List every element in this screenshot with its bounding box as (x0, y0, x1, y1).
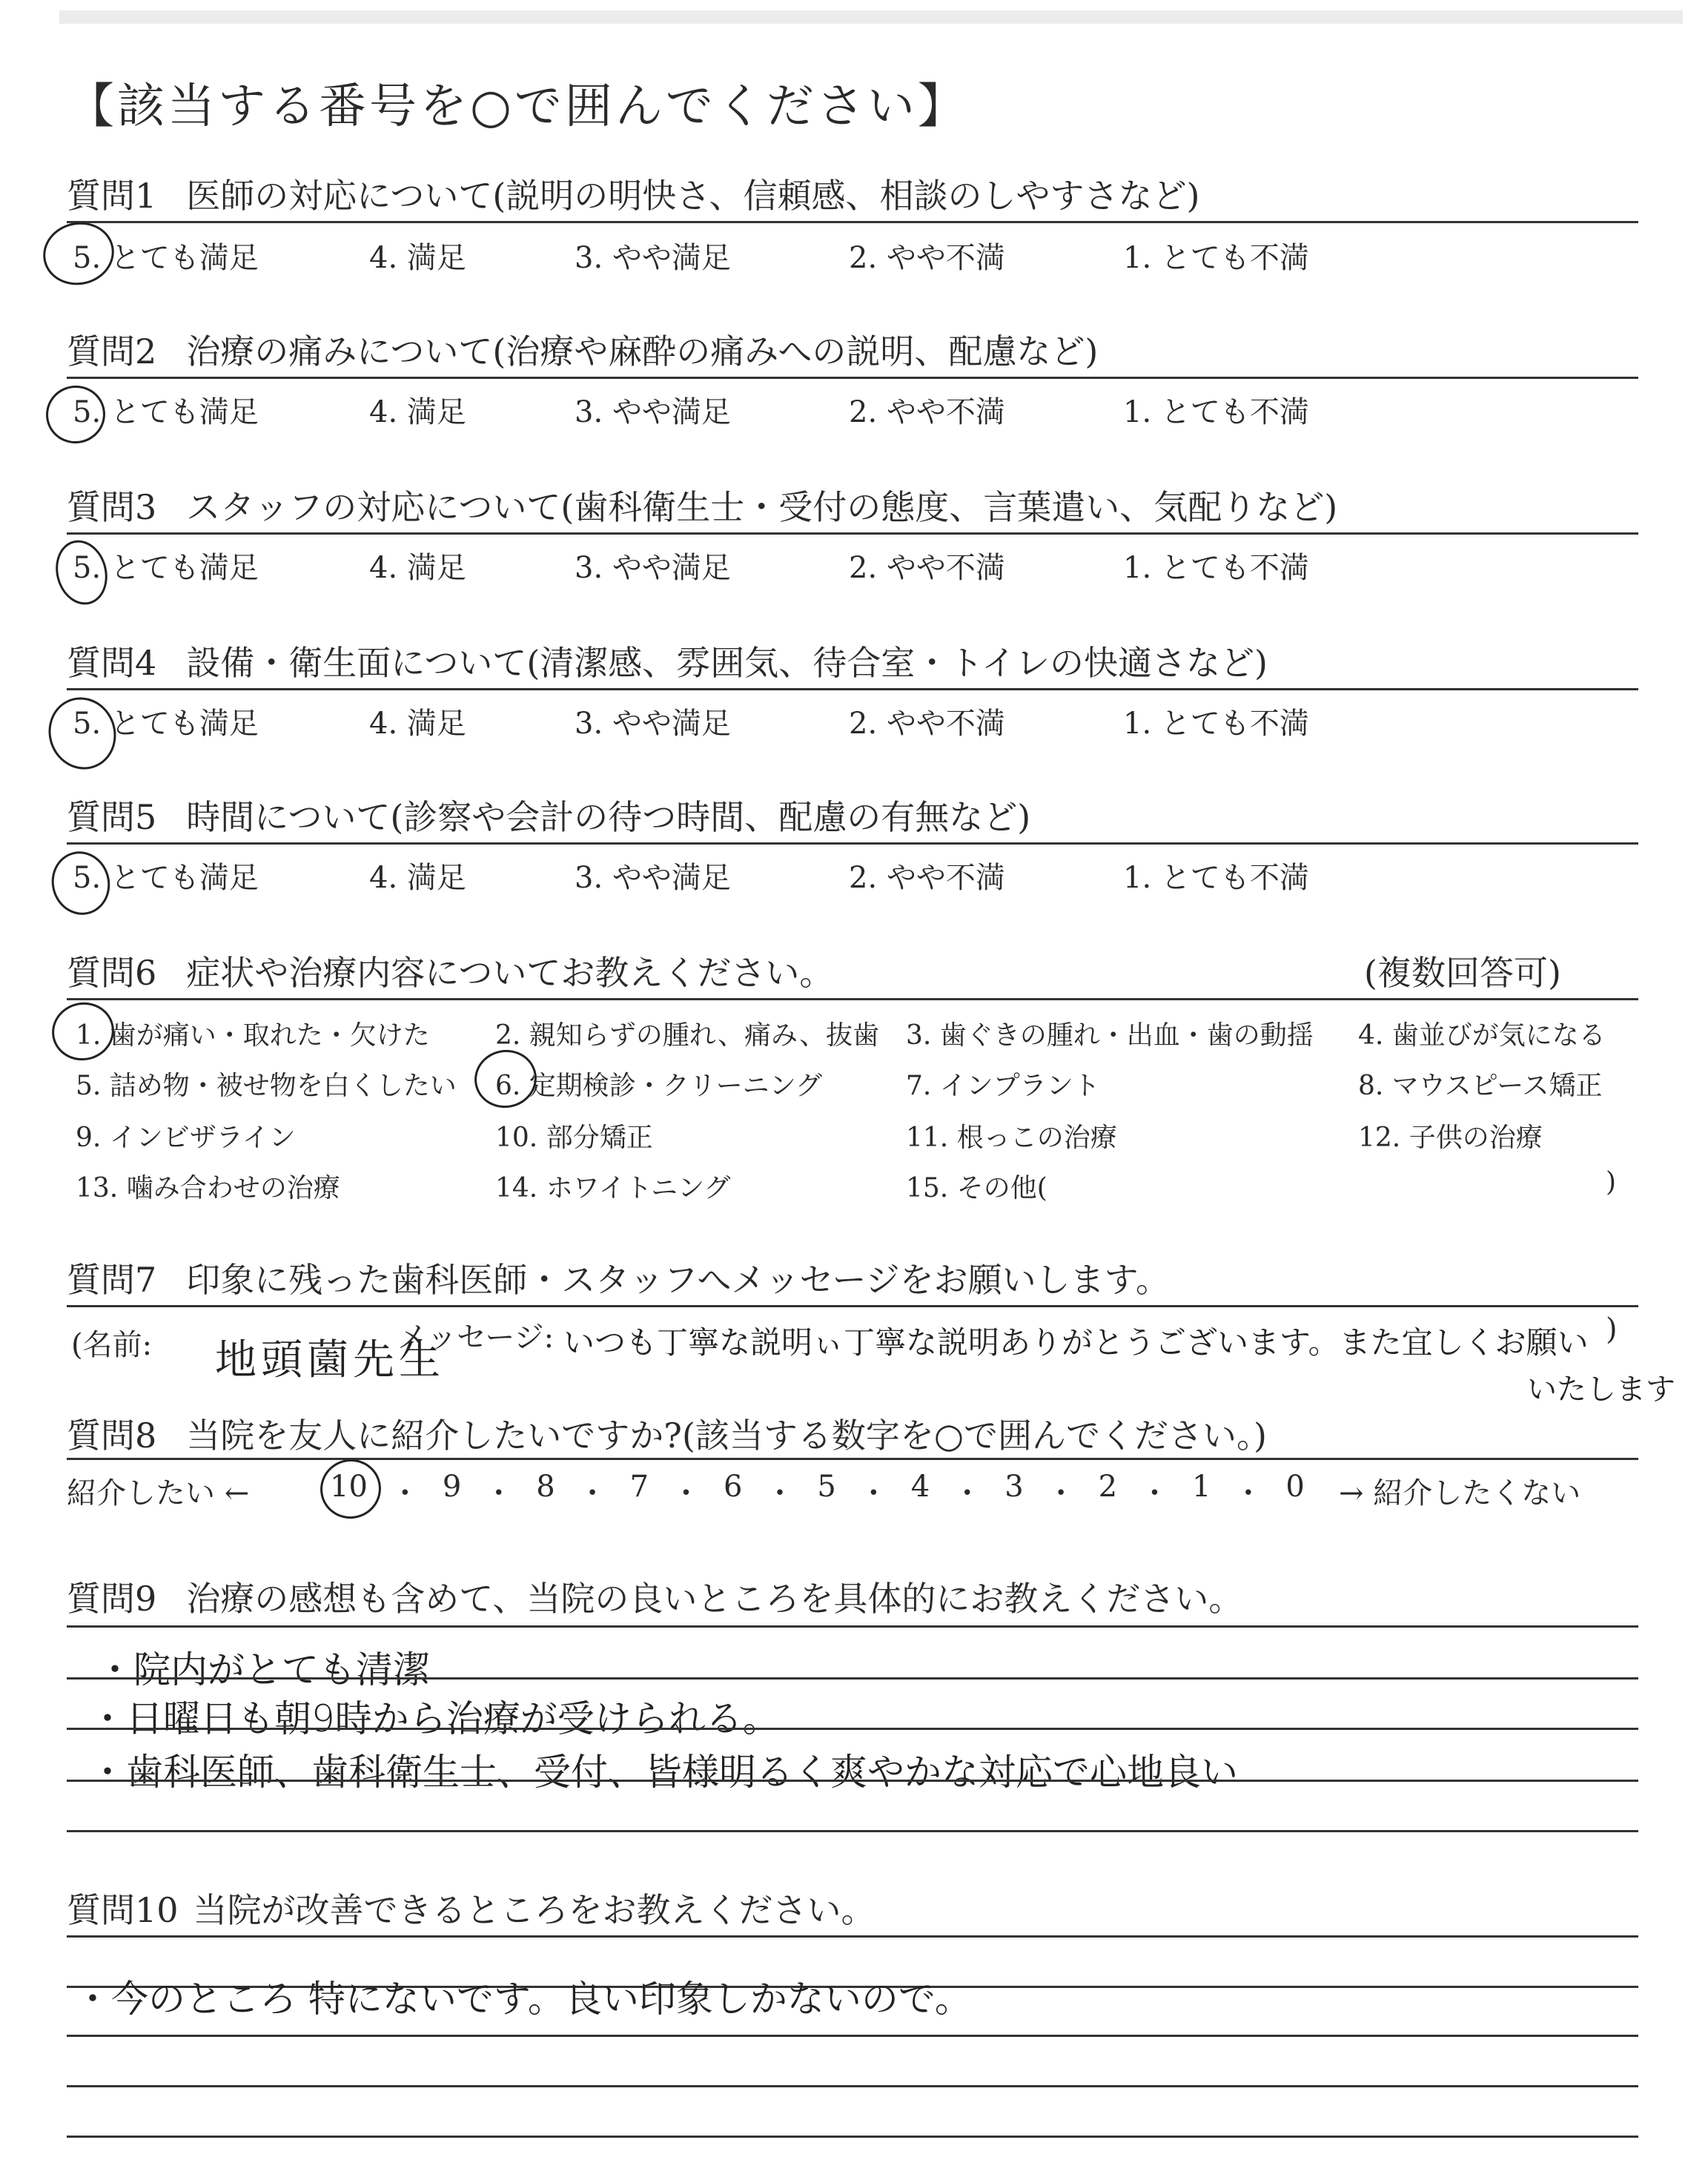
option-1[interactable]: 1. とても不満 (1123, 861, 1309, 895)
scale-separator: ・ (952, 1476, 982, 1510)
q6-item-13[interactable]: 13. 噛み合わせの治療 (76, 1173, 340, 1203)
scale-3[interactable]: 3 (1004, 1470, 1024, 1504)
option-2[interactable]: 2. やや不満 (849, 241, 1005, 275)
scale-separator: ・ (671, 1476, 701, 1510)
scale-separator: ・ (483, 1476, 514, 1510)
answer-rule (67, 2136, 1638, 2138)
question-title: 質問2 治療の痛みについて(治療や麻酔の痛みへの説明、配慮など) (67, 331, 1099, 371)
answer-line-2[interactable]: ・日曜日も朝9時から治療が受けられる。 (89, 1697, 780, 1740)
option-4[interactable]: 4. 満足 (369, 861, 466, 895)
divider (67, 1625, 1638, 1628)
scale-separator: ・ (1233, 1476, 1263, 1510)
divider (67, 1305, 1638, 1307)
answer-line-3[interactable]: ・歯科医師、歯科衛生士、受付、皆様明るく爽やかな対応で心地良い (89, 1751, 1238, 1794)
message-label: メッセージ: (397, 1321, 555, 1355)
question-title: 質問3 スタッフの対応について(歯科衛生士・受付の態度、言葉遣い、気配りなど) (67, 487, 1338, 527)
answer-rule (67, 1728, 1638, 1730)
scale-separator: ・ (858, 1476, 889, 1510)
option-3[interactable]: 3. やや満足 (575, 707, 731, 741)
scale-separator: ・ (1046, 1476, 1076, 1510)
scale-left-label: 紹介したい ← (67, 1476, 250, 1510)
message-value[interactable]: いつも丁寧な説明ぃ丁寧な説明ありがとうございます。また宜しくお願い (563, 1324, 1589, 1361)
question-title: 質問7 印象に残った歯科医師・スタッフへメッセージをお願いします。 (67, 1260, 1170, 1300)
divider (67, 688, 1638, 690)
q6-other-close: ) (1606, 1167, 1617, 1198)
hand-circle-mark (47, 997, 119, 1066)
scale-separator: ・ (390, 1476, 420, 1510)
q6-item-11[interactable]: 11. 根っこの治療 (906, 1123, 1117, 1153)
q6-item-10[interactable]: 10. 部分矯正 (495, 1123, 653, 1153)
name-value[interactable]: 地頭薗先生 (215, 1336, 445, 1384)
divider (67, 532, 1638, 535)
divider (67, 221, 1638, 223)
divider (67, 1935, 1638, 1938)
option-2[interactable]: 2. やや不満 (849, 395, 1005, 429)
answer-rule (67, 2035, 1638, 2037)
scale-7[interactable]: 7 (629, 1470, 649, 1504)
scale-5[interactable]: 5 (817, 1470, 836, 1504)
question-title: 質問5 時間について(診察や会計の待つ時間、配慮の有無など) (67, 797, 1031, 837)
answer-line-1[interactable]: ・院内がとても清潔 (96, 1648, 430, 1691)
option-3[interactable]: 3. やや満足 (575, 861, 731, 895)
question-title: 質問10 当院が改善できるところをお教えください。 (67, 1890, 875, 1930)
scale-6[interactable]: 6 (724, 1470, 743, 1504)
scale-4[interactable]: 4 (910, 1470, 930, 1504)
q6-item-9[interactable]: 9. インビザライン (76, 1123, 296, 1153)
q6-item-7[interactable]: 7. インプラント (906, 1071, 1100, 1101)
q6-item-1[interactable]: 1. 歯が痛い・取れた・欠けた (76, 1020, 430, 1051)
option-4[interactable]: 4. 満足 (369, 395, 466, 429)
option-1[interactable]: 1. とても不満 (1123, 241, 1309, 275)
option-4[interactable]: 4. 満足 (369, 241, 466, 275)
option-5[interactable]: 5. とても満足 (73, 551, 259, 585)
divider (67, 842, 1638, 845)
multiple-answers-note: (複数回答可) (1364, 953, 1561, 993)
question-title: 質問1 医師の対応について(説明の明快さ、信頼感、相談のしやすさなど) (67, 176, 1200, 216)
hand-circle-mark (37, 216, 119, 291)
q6-item-15[interactable]: 15. その他( (906, 1173, 1047, 1203)
answer-rule (67, 1830, 1638, 1832)
q6-item-4[interactable]: 4. 歯並びが気になる (1358, 1020, 1606, 1051)
message-close: ) (1606, 1312, 1618, 1347)
option-2[interactable]: 2. やや不満 (849, 861, 1005, 895)
option-5[interactable]: 5. とても満足 (73, 395, 259, 429)
scale-separator: ・ (1139, 1476, 1170, 1510)
option-3[interactable]: 3. やや満足 (575, 241, 731, 275)
option-5[interactable]: 5. とても満足 (73, 707, 259, 741)
answer-rule (67, 1780, 1638, 1782)
q6-item-3[interactable]: 3. 歯ぐきの腫れ・出血・歯の動揺 (906, 1020, 1314, 1051)
question-title: 質問4 設備・衛生面について(清潔感、雰囲気、待合室・トイレの快適さなど) (67, 643, 1268, 683)
scale-2[interactable]: 2 (1098, 1470, 1118, 1504)
scan-edge (59, 10, 1683, 24)
divider (67, 1458, 1638, 1460)
option-3[interactable]: 3. やや満足 (575, 551, 731, 585)
message-continuation[interactable]: いたします (1527, 1373, 1675, 1407)
scale-0[interactable]: 0 (1285, 1470, 1305, 1504)
answer-line-1[interactable]: ・今のところ 特にないです。良い印象しかないので。 (74, 1978, 972, 2021)
scale-separator: ・ (764, 1476, 795, 1510)
answer-rule (67, 1677, 1638, 1680)
option-1[interactable]: 1. とても不満 (1123, 707, 1309, 741)
q6-item-14[interactable]: 14. ホワイトニング (495, 1173, 731, 1203)
scale-9[interactable]: 9 (442, 1470, 462, 1504)
question-title: 質問9 治療の感想も含めて、当院の良いところを具体的にお教えください。 (67, 1579, 1243, 1619)
q6-item-6[interactable]: 6. 定期検診・クリーニング (495, 1071, 823, 1101)
question-title: 質問8 当院を友人に紹介したいですか?(該当する数字を○で囲んでください。) (67, 1416, 1267, 1456)
hand-circle-mark (314, 1453, 388, 1525)
name-label: (名前: (71, 1328, 153, 1362)
option-5[interactable]: 5. とても満足 (73, 861, 259, 895)
option-5[interactable]: 5. とても満足 (73, 241, 259, 275)
option-4[interactable]: 4. 満足 (369, 707, 466, 741)
q6-item-2[interactable]: 2. 親知らずの腫れ、痛み、抜歯 (495, 1020, 880, 1051)
scale-10[interactable]: 10 (330, 1470, 368, 1504)
q6-item-5[interactable]: 5. 詰め物・被せ物を白くしたい (76, 1071, 457, 1101)
q6-item-12[interactable]: 12. 子供の治療 (1358, 1123, 1543, 1153)
option-1[interactable]: 1. とても不満 (1123, 551, 1309, 585)
page-title: 【該当する番号を○で囲んでください】 (67, 79, 968, 134)
option-4[interactable]: 4. 満足 (369, 551, 466, 585)
option-2[interactable]: 2. やや不満 (849, 707, 1005, 741)
scale-8[interactable]: 8 (536, 1470, 555, 1504)
answer-rule (67, 2085, 1638, 2087)
scale-1[interactable]: 1 (1191, 1470, 1211, 1504)
scale-right-label: → 紹介したくない (1339, 1476, 1581, 1510)
scale-separator: ・ (577, 1476, 608, 1510)
divider (67, 998, 1638, 1000)
option-1[interactable]: 1. とても不満 (1123, 395, 1309, 429)
option-2[interactable]: 2. やや不満 (849, 551, 1005, 585)
q6-item-8[interactable]: 8. マウスピース矯正 (1358, 1071, 1603, 1101)
question-title: 質問6 症状や治療内容についてお教えください。 (67, 953, 834, 993)
recommend-scale (330, 1470, 1305, 1512)
option-3[interactable]: 3. やや満足 (575, 395, 731, 429)
divider (67, 377, 1638, 379)
